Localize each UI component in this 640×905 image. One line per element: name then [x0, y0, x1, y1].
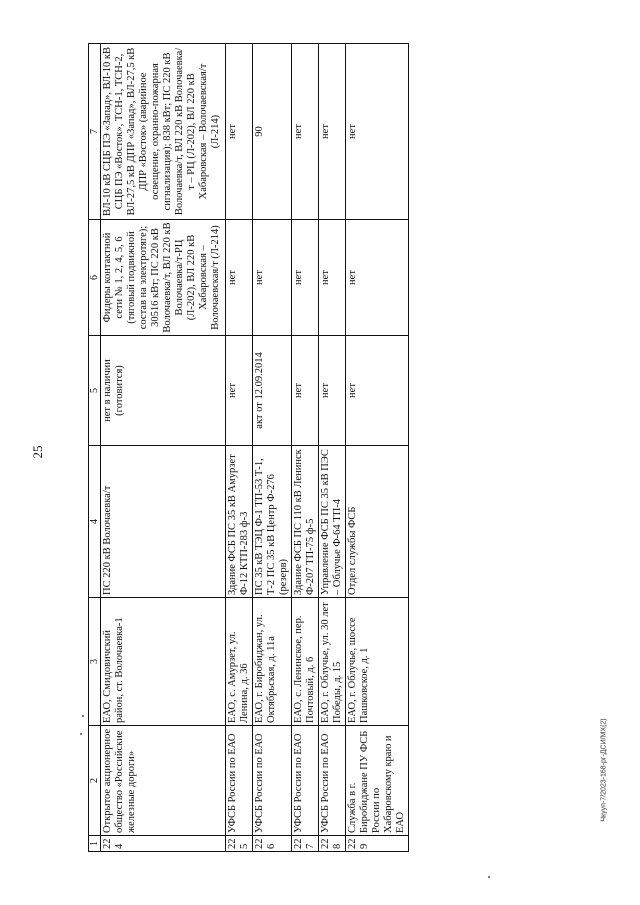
column-header: 5: [89, 336, 101, 446]
act-cell: нет: [226, 336, 253, 446]
column-header: 4: [89, 446, 101, 598]
power-source-cell: ПС 35 кВ ТЭЦ Ф-1 ТП-53 Т-1, Т-2 ПС 35 кВ Центр Ф-276 (резерв): [253, 446, 292, 598]
power-source-cell: Здание ФСБ ПС 35 кВ Амурзет Ф-12 КТП-283 ф-3: [226, 446, 253, 598]
act-cell: нет: [292, 336, 319, 446]
power-source-cell: ПС 220 кВ Волочаевка/т: [101, 446, 226, 598]
address-cell: ЕАО, с. Амурзет, ул. Ленина, д. 36: [226, 598, 253, 726]
row-number: 224: [101, 836, 226, 852]
act-cell: нет: [319, 336, 346, 446]
owner-cell: Служба в г. Биробиджане ПУ ФСБ России по Хабаровскому краю и ЕАО: [346, 726, 409, 836]
address-cell: ЕАО, с. Ленинское, пер. Почтовый, д. 6: [292, 598, 319, 726]
table-row: [101, 44, 226, 852]
row-number: 227: [292, 836, 319, 852]
feeders-cell: нет: [226, 220, 253, 336]
scan-speck: [82, 715, 84, 717]
table-row: [292, 44, 319, 852]
act-cell: нет в наличии (готовится): [101, 336, 226, 446]
row-number: 228: [319, 836, 346, 852]
feeders-cell: нет: [292, 220, 319, 336]
owner-cell: УФСБ России по ЕАО: [319, 726, 346, 836]
other-lines-cell: нет: [292, 44, 319, 220]
owner-cell: УФСБ России по ЕАО: [292, 726, 319, 836]
feeders-cell: нет: [253, 220, 292, 336]
page-number: 25: [30, 445, 45, 459]
owner-cell: Открытое акционерное общество «Российские железные дороги»: [101, 726, 226, 836]
power-source-cell: Отдел службы ФСБ: [346, 446, 409, 598]
rotated-table-container: [88, 44, 406, 852]
scan-speck: [80, 733, 82, 735]
address-cell: ЕАО, Смидовичский район, ст. Волочаевка-1: [101, 598, 226, 726]
act-cell: нет: [346, 336, 409, 446]
table-row: [346, 44, 409, 852]
row-number: 226: [253, 836, 292, 852]
owner-cell: УФСБ России по ЕАО: [226, 726, 253, 836]
column-header: 6: [89, 220, 101, 336]
table-row: [253, 44, 292, 852]
other-lines-cell: нет: [226, 44, 253, 220]
column-header: 1: [89, 836, 101, 852]
scan-speck: [488, 876, 490, 878]
other-lines-cell: ВЛ-10 кВ СЦБ ПЭ «Запад», ВЛ-10 кВ СЦБ ПЭ «Восток», ТСН-1, ТСН-2, ВЛ-27,5 кВ ДПР «Запад», ВЛ-27,5 кВ ДПР «Восток» (аварийное освещение, охранно-пожарная сигнализация); 838 кВт; ПС 220 кВ Волочаевка/т, ВЛ 220 кВ Волочаевка/т – РЦ (Л-202), ВЛ 220 кВ Хабаровская – Волочаевская/т (Л-214): [101, 44, 226, 220]
table-header-row: [89, 44, 101, 852]
table-viewport: [88, 44, 406, 852]
feeders-cell: Фидеры контактной сети № 1, 2, 4, 5, 6 (тяговый подвижной состав на электротяге); 30516 кВт; ПС 220 кВ Волочаевка/т, ВЛ 220 кВ Волочаевка/т-РЦ (Л-202), ВЛ 220 кВ Хабаровская – Волочаевская/т (Л-214): [101, 220, 226, 336]
table-row: [226, 44, 253, 852]
document-footer-code: Чкууп-7/2023-168-рг-ДСИ/МХ(2): [600, 718, 608, 822]
column-header: 7: [89, 44, 101, 220]
feeders-cell: нет: [346, 220, 409, 336]
address-cell: ЕАО, г. Облучье, ул. 30 лет Победы, д. 15: [319, 598, 346, 726]
other-lines-cell: нет: [319, 44, 346, 220]
table-row: [319, 44, 346, 852]
feeders-cell: нет: [319, 220, 346, 336]
address-cell: ЕАО, г. Облучье, шоссе Пашковское, д. 1: [346, 598, 409, 726]
address-cell: ЕАО, г. Биробиджан, ул. Октябрьская, д. 11а: [253, 598, 292, 726]
column-header: 3: [89, 598, 101, 726]
power-source-cell: Управление ФСБ ПС 35 кВ ПЭС – Облучье Ф-64 ТП-4: [319, 446, 346, 598]
row-number: 225: [226, 836, 253, 852]
row-number: 229: [346, 836, 409, 852]
owner-cell: УФСБ России по ЕАО: [253, 726, 292, 836]
other-lines-cell: нет: [346, 44, 409, 220]
registry-table: [88, 43, 409, 852]
power-source-cell: Здание ФСБ ПС 110 кВ Ленинск Ф-207 ТП-75 ф-5: [292, 446, 319, 598]
column-header: 2: [89, 726, 101, 836]
act-cell: акт от 12.09.2014: [253, 336, 292, 446]
other-lines-cell: 90: [253, 44, 292, 220]
